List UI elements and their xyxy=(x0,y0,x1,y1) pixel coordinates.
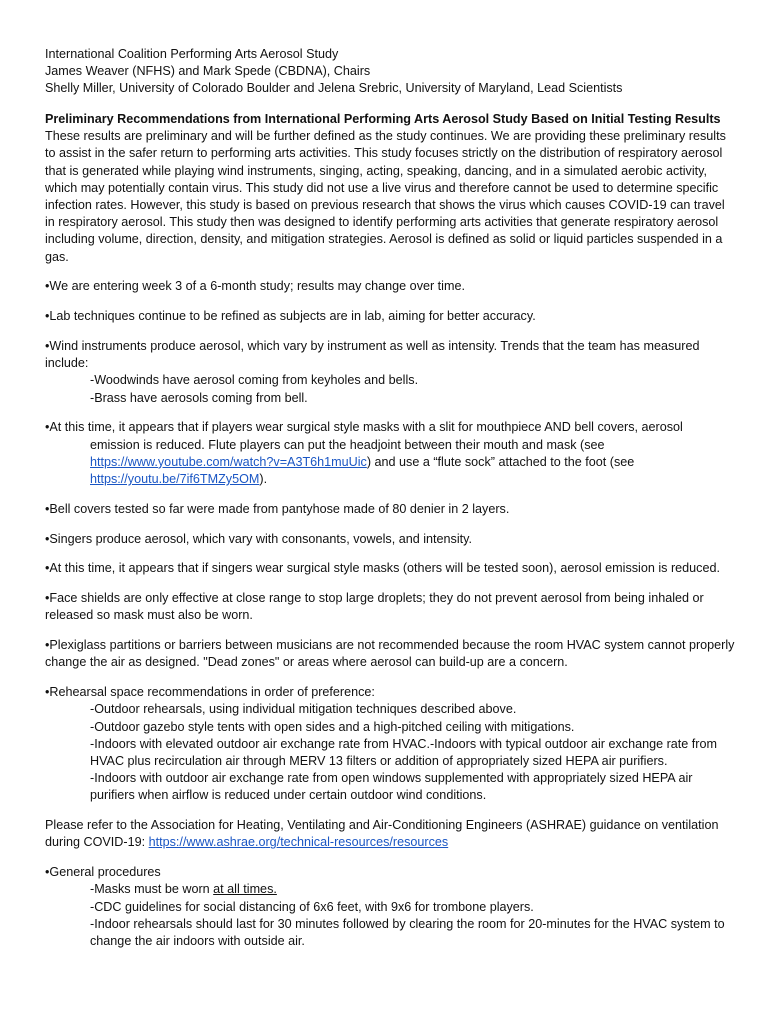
wind-text: •Wind instruments produce aerosol, which vary by instrument as well as intensity. Trends that the team has measured include: xyxy=(45,339,700,371)
general-heading: •General procedures xyxy=(45,865,161,880)
wind-subitem-brass: -Brass have aerosols coming from bell. xyxy=(90,390,308,405)
intro-paragraph xyxy=(45,111,735,266)
masks-continued xyxy=(45,437,735,489)
ashrae-paragraph xyxy=(45,817,735,851)
document-header xyxy=(45,46,735,98)
lead-scientists-line: Shelly Miller, University of Colorado Boulder and Jelena Srebric, University of Maryland, Lead Scientists xyxy=(45,81,623,96)
general-masks-text: -Masks must be worn xyxy=(90,882,214,897)
rehearsal-option: -Indoors with outdoor air exchange rate from open windows supplemented with appropriately sized HEPA air purifiers when airflow is reduced under certain outdoor wind conditions. xyxy=(90,771,693,803)
flute-mask-video-link[interactable]: https://www.youtube.com/watch?v=A3T6h1muUic xyxy=(90,454,367,469)
bullet-general-procedures xyxy=(45,864,735,950)
intro-text: These results are preliminary and will be further defined as the study continues. We are providing these preliminary results to assist in the safer return to performing arts activities. This study focuses strictly on the distribution of respiratory aerosol that is generated while playing wind instruments, singing, acting, speaking, dancing, and in a simulated aerobic activity, which may potentially contain virus. This study did not use a live virus and therefore cannot be used to determine specific infection rates. However, this study is based on previous research that shows the virus which causes COVID-19 can travel in respiratory aerosol. This study then was designed to identify performing arts activities that generate respiratory aerosol including volume, direction, density, and mitigation strategies. Aerosol is defined as solid or liquid particles suspended in a gas. xyxy=(45,129,726,264)
rehearsal-option: -Outdoor gazebo style tents with open sides and a high-pitched ceiling with mitigations. xyxy=(90,719,575,734)
bullet-singers: •Singers produce aerosol, which vary with consonants, vowels, and intensity. xyxy=(45,531,472,546)
rehearsal-option: -Outdoor rehearsals, using individual mitigation techniques described above. xyxy=(90,702,517,717)
masks-lead-line: •At this time, it appears that if players wear surgical style masks with a slit for mouthpiece AND bell covers, aerosol xyxy=(45,420,683,435)
bullet-week: •We are entering week 3 of a 6-month study; results may change over time. xyxy=(45,279,465,294)
bullet-plexiglass: •Plexiglass partitions or barriers between musicians are not recommended because the room HVAC system cannot properly change the air as designed. "Dead zones" or areas where aerosol can build-up are a concern. xyxy=(45,638,735,670)
general-cdc-item: -CDC guidelines for social distancing of 6x6 feet, with 9x6 for trombone players. xyxy=(90,899,534,914)
flute-sock-video-link[interactable]: https://youtu.be/7if6TMZy5OM xyxy=(90,472,260,487)
masks-cont-text: emission is reduced. Flute players can put the headjoint between their mouth and mask (see xyxy=(90,437,605,452)
masks-mid-text: ) and use a “flute sock” attached to the foot (see xyxy=(366,454,635,469)
bullet-face-shields: •Face shields are only effective at close range to stop large droplets; they do not prevent aerosol from being inhaled or released so mask must also be worn. xyxy=(45,591,704,623)
bullet-player-masks xyxy=(45,419,735,488)
bullet-rehearsal-space xyxy=(45,684,735,804)
general-indoor-item: -Indoor rehearsals should last for 30 minutes followed by clearing the room for 20-minutes for the HVAC system to change the air indoors with outside air. xyxy=(90,916,725,949)
general-masks-item xyxy=(45,881,735,898)
document-body xyxy=(45,111,735,963)
bullet-wind-instruments xyxy=(45,338,735,407)
at-all-times-emphasis: at all times. xyxy=(213,882,277,897)
bullet-lab: •Lab techniques continue to be refined as subjects are in lab, aiming for better accuracy. xyxy=(45,309,536,324)
chairs-line: James Weaver (NFHS) and Mark Spede (CBDNA), Chairs xyxy=(45,64,371,79)
rehearsal-heading: •Rehearsal space recommendations in order of preference: xyxy=(45,685,375,700)
wind-subitem-woodwinds: -Woodwinds have aerosol coming from keyholes and bells. xyxy=(90,373,419,388)
study-title-line: International Coalition Performing Arts Aerosol Study xyxy=(45,47,339,61)
ashrae-resources-link[interactable]: https://www.ashrae.org/technical-resources/resources xyxy=(148,835,449,850)
bullet-bell-covers: •Bell covers tested so far were made from pantyhose made of 80 denier in 2 layers. xyxy=(45,501,510,516)
bullet-singer-masks: •At this time, it appears that if singers wear surgical style masks (others will be tested soon), aerosol emission is reduced. xyxy=(45,561,720,576)
recommendations-title: Preliminary Recommendations from International Performing Arts Aerosol Study Based on Initial Testing Results xyxy=(45,112,721,126)
masks-end-text: ). xyxy=(259,472,268,487)
ashrae-text: Please refer to the Association for Heating, Ventilating and Air-Conditioning Engineers (ASHRAE) guidance on ventilation during COVID-19: xyxy=(45,818,719,850)
rehearsal-option: -Indoors with elevated outdoor air exchange rate from HVAC.-Indoors with typical outdoor air exchange rate from HVAC plus recirculation air through MERV 13 filters or addition of appropriately sized HEPA air purifiers. xyxy=(90,736,717,769)
